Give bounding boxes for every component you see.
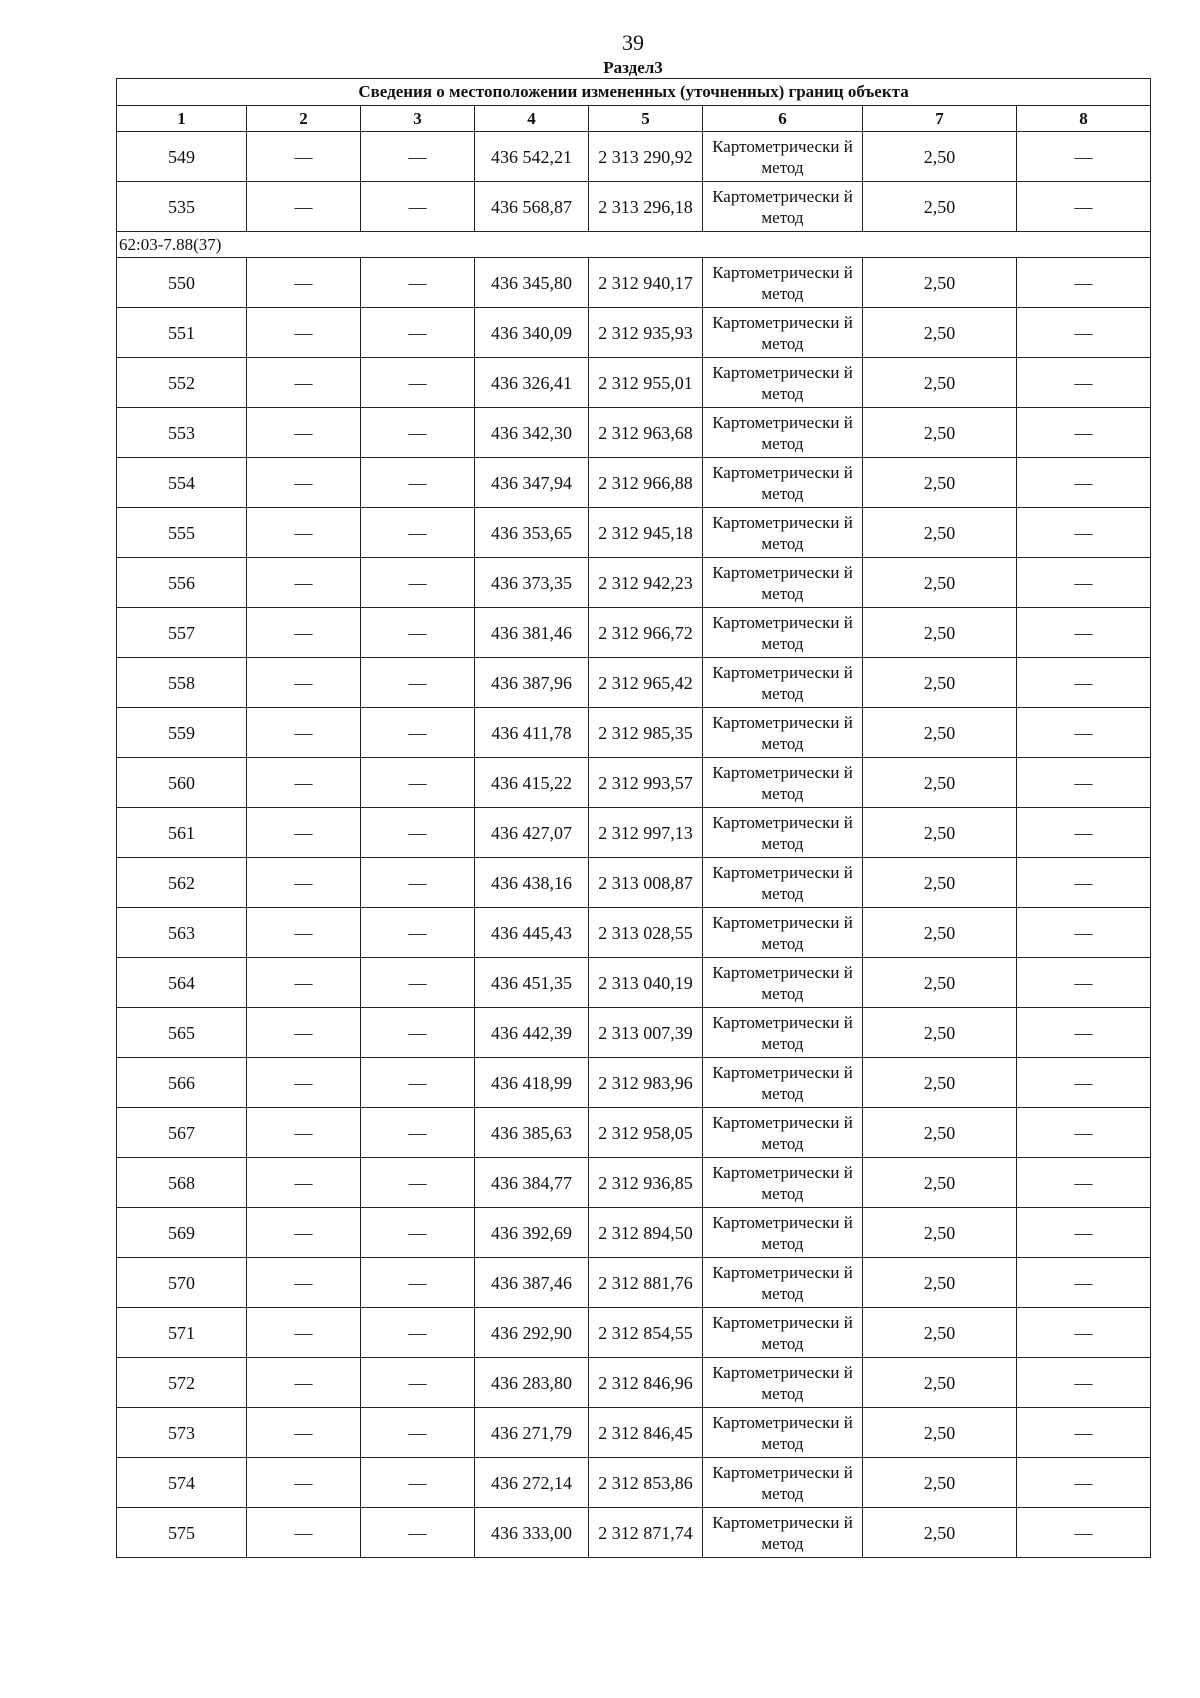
accuracy-cell: 2,50 bbox=[863, 182, 1017, 232]
empty-cell: — bbox=[361, 1308, 475, 1358]
y-coordinate-cell: 2 312 894,50 bbox=[589, 1208, 703, 1258]
x-coordinate-cell: 436 373,35 bbox=[475, 558, 589, 608]
x-coordinate-cell: 436 326,41 bbox=[475, 358, 589, 408]
y-coordinate-cell: 2 312 846,45 bbox=[589, 1408, 703, 1458]
empty-cell: — bbox=[1017, 1258, 1151, 1308]
empty-cell: — bbox=[247, 408, 361, 458]
empty-cell: — bbox=[1017, 1058, 1151, 1108]
table-row bbox=[117, 182, 1151, 232]
x-coordinate-cell: 436 381,46 bbox=[475, 608, 589, 658]
y-coordinate-cell: 2 312 935,93 bbox=[589, 308, 703, 358]
column-number: 5 bbox=[589, 106, 703, 132]
empty-cell: — bbox=[247, 858, 361, 908]
empty-cell: — bbox=[1017, 182, 1151, 232]
point-number-cell: 572 bbox=[117, 1358, 247, 1408]
empty-cell: — bbox=[247, 608, 361, 658]
y-coordinate-cell: 2 313 296,18 bbox=[589, 182, 703, 232]
x-coordinate-cell: 436 385,63 bbox=[475, 1108, 589, 1158]
point-number-cell: 559 bbox=[117, 708, 247, 758]
empty-cell: — bbox=[1017, 758, 1151, 808]
accuracy-cell: 2,50 bbox=[863, 308, 1017, 358]
table-row bbox=[117, 658, 1151, 708]
column-number: 4 bbox=[475, 106, 589, 132]
empty-cell: — bbox=[361, 458, 475, 508]
method-cell: Картометрически й метод bbox=[703, 408, 863, 458]
empty-cell: — bbox=[361, 608, 475, 658]
x-coordinate-cell: 436 415,22 bbox=[475, 758, 589, 808]
accuracy-cell: 2,50 bbox=[863, 508, 1017, 558]
empty-cell: — bbox=[247, 1508, 361, 1558]
accuracy-cell: 2,50 bbox=[863, 908, 1017, 958]
method-cell: Картометрически й метод bbox=[703, 908, 863, 958]
empty-cell: — bbox=[361, 1158, 475, 1208]
point-number-cell: 564 bbox=[117, 958, 247, 1008]
table-row bbox=[117, 1208, 1151, 1258]
y-coordinate-cell: 2 313 028,55 bbox=[589, 908, 703, 958]
y-coordinate-cell: 2 312 854,55 bbox=[589, 1308, 703, 1358]
x-coordinate-cell: 436 345,80 bbox=[475, 258, 589, 308]
y-coordinate-cell: 2 312 846,96 bbox=[589, 1358, 703, 1408]
y-coordinate-cell: 2 312 966,72 bbox=[589, 608, 703, 658]
empty-cell: — bbox=[361, 658, 475, 708]
empty-cell: — bbox=[361, 908, 475, 958]
table-row bbox=[117, 408, 1151, 458]
column-number: 2 bbox=[247, 106, 361, 132]
method-cell: Картометрически й метод bbox=[703, 1158, 863, 1208]
table-row bbox=[117, 258, 1151, 308]
empty-cell: — bbox=[1017, 258, 1151, 308]
column-number: 7 bbox=[863, 106, 1017, 132]
empty-cell: — bbox=[361, 358, 475, 408]
empty-cell: — bbox=[361, 1508, 475, 1558]
empty-cell: — bbox=[1017, 1508, 1151, 1558]
method-cell: Картометрически й метод bbox=[703, 182, 863, 232]
empty-cell: — bbox=[1017, 608, 1151, 658]
empty-cell: — bbox=[1017, 808, 1151, 858]
accuracy-cell: 2,50 bbox=[863, 132, 1017, 182]
method-cell: Картометрически й метод bbox=[703, 1458, 863, 1508]
x-coordinate-cell: 436 292,90 bbox=[475, 1308, 589, 1358]
x-coordinate-cell: 436 442,39 bbox=[475, 1008, 589, 1058]
table-row bbox=[117, 1108, 1151, 1158]
empty-cell: — bbox=[247, 908, 361, 958]
empty-cell: — bbox=[247, 1208, 361, 1258]
method-cell: Картометрически й метод bbox=[703, 758, 863, 808]
x-coordinate-cell: 436 568,87 bbox=[475, 182, 589, 232]
accuracy-cell: 2,50 bbox=[863, 1358, 1017, 1408]
empty-cell: — bbox=[361, 1358, 475, 1408]
accuracy-cell: 2,50 bbox=[863, 958, 1017, 1008]
x-coordinate-cell: 436 353,65 bbox=[475, 508, 589, 558]
empty-cell: — bbox=[1017, 1458, 1151, 1508]
empty-cell: — bbox=[361, 132, 475, 182]
empty-cell: — bbox=[247, 658, 361, 708]
accuracy-cell: 2,50 bbox=[863, 808, 1017, 858]
method-cell: Картометрически й метод bbox=[703, 358, 863, 408]
y-coordinate-cell: 2 312 965,42 bbox=[589, 658, 703, 708]
method-cell: Картометрически й метод bbox=[703, 858, 863, 908]
x-coordinate-cell: 436 387,96 bbox=[475, 658, 589, 708]
method-cell: Картометрически й метод bbox=[703, 1358, 863, 1408]
point-number-cell: 565 bbox=[117, 1008, 247, 1058]
empty-cell: — bbox=[1017, 408, 1151, 458]
empty-cell: — bbox=[361, 508, 475, 558]
empty-cell: — bbox=[247, 1108, 361, 1158]
y-coordinate-cell: 2 313 290,92 bbox=[589, 132, 703, 182]
column-number: 8 bbox=[1017, 106, 1151, 132]
empty-cell: — bbox=[247, 1408, 361, 1458]
table-row bbox=[117, 132, 1151, 182]
column-number: 3 bbox=[361, 106, 475, 132]
point-number-cell: 560 bbox=[117, 758, 247, 808]
empty-cell: — bbox=[1017, 1308, 1151, 1358]
empty-cell: — bbox=[247, 258, 361, 308]
empty-cell: — bbox=[247, 1308, 361, 1358]
accuracy-cell: 2,50 bbox=[863, 1108, 1017, 1158]
empty-cell: — bbox=[247, 358, 361, 408]
empty-cell: — bbox=[247, 708, 361, 758]
point-number-cell: 558 bbox=[117, 658, 247, 708]
x-coordinate-cell: 436 384,77 bbox=[475, 1158, 589, 1208]
table-row bbox=[117, 1458, 1151, 1508]
point-number-cell: 553 bbox=[117, 408, 247, 458]
empty-cell: — bbox=[1017, 1208, 1151, 1258]
table-row bbox=[117, 558, 1151, 608]
empty-cell: — bbox=[1017, 1008, 1151, 1058]
empty-cell: — bbox=[361, 1258, 475, 1308]
empty-cell: — bbox=[361, 258, 475, 308]
accuracy-cell: 2,50 bbox=[863, 1208, 1017, 1258]
point-number-cell: 563 bbox=[117, 908, 247, 958]
table-row bbox=[117, 458, 1151, 508]
method-cell: Картометрически й метод bbox=[703, 1008, 863, 1058]
table-row bbox=[117, 1508, 1151, 1558]
x-coordinate-cell: 436 272,14 bbox=[475, 1458, 589, 1508]
empty-cell: — bbox=[361, 758, 475, 808]
table-row bbox=[117, 708, 1151, 758]
point-number-cell: 569 bbox=[117, 1208, 247, 1258]
table-row bbox=[117, 1358, 1151, 1408]
accuracy-cell: 2,50 bbox=[863, 608, 1017, 658]
y-coordinate-cell: 2 312 993,57 bbox=[589, 758, 703, 808]
x-coordinate-cell: 436 542,21 bbox=[475, 132, 589, 182]
empty-cell: — bbox=[247, 182, 361, 232]
accuracy-cell: 2,50 bbox=[863, 1008, 1017, 1058]
y-coordinate-cell: 2 312 945,18 bbox=[589, 508, 703, 558]
empty-cell: — bbox=[247, 308, 361, 358]
accuracy-cell: 2,50 bbox=[863, 1458, 1017, 1508]
method-cell: Картометрически й метод bbox=[703, 132, 863, 182]
empty-cell: — bbox=[247, 508, 361, 558]
y-coordinate-cell: 2 313 008,87 bbox=[589, 858, 703, 908]
point-number-cell: 551 bbox=[117, 308, 247, 358]
point-number-cell: 561 bbox=[117, 808, 247, 858]
method-cell: Картометрически й метод bbox=[703, 658, 863, 708]
accuracy-cell: 2,50 bbox=[863, 858, 1017, 908]
coordinates-table bbox=[116, 78, 1151, 1558]
method-cell: Картометрически й метод bbox=[703, 808, 863, 858]
y-coordinate-cell: 2 312 942,23 bbox=[589, 558, 703, 608]
empty-cell: — bbox=[1017, 358, 1151, 408]
empty-cell: — bbox=[247, 458, 361, 508]
empty-cell: — bbox=[361, 958, 475, 1008]
x-coordinate-cell: 436 438,16 bbox=[475, 858, 589, 908]
empty-cell: — bbox=[1017, 508, 1151, 558]
empty-cell: — bbox=[1017, 458, 1151, 508]
table-row bbox=[117, 958, 1151, 1008]
accuracy-cell: 2,50 bbox=[863, 558, 1017, 608]
y-coordinate-cell: 2 312 853,86 bbox=[589, 1458, 703, 1508]
method-cell: Картометрически й метод bbox=[703, 1058, 863, 1108]
y-coordinate-cell: 2 312 963,68 bbox=[589, 408, 703, 458]
table-body bbox=[117, 132, 1151, 1558]
empty-cell: — bbox=[247, 1458, 361, 1508]
empty-cell: — bbox=[361, 1008, 475, 1058]
table-row bbox=[117, 1008, 1151, 1058]
table-row bbox=[117, 858, 1151, 908]
x-coordinate-cell: 436 411,78 bbox=[475, 708, 589, 758]
point-number-cell: 570 bbox=[117, 1258, 247, 1308]
point-number-cell: 550 bbox=[117, 258, 247, 308]
group-row bbox=[117, 232, 1151, 258]
y-coordinate-cell: 2 312 997,13 bbox=[589, 808, 703, 858]
method-cell: Картометрически й метод bbox=[703, 558, 863, 608]
method-cell: Картометрически й метод bbox=[703, 958, 863, 1008]
accuracy-cell: 2,50 bbox=[863, 1308, 1017, 1358]
method-cell: Картометрически й метод bbox=[703, 1108, 863, 1158]
empty-cell: — bbox=[1017, 1158, 1151, 1208]
table-row bbox=[117, 1058, 1151, 1108]
point-number-cell: 562 bbox=[117, 858, 247, 908]
point-number-cell: 552 bbox=[117, 358, 247, 408]
x-coordinate-cell: 436 333,00 bbox=[475, 1508, 589, 1558]
x-coordinate-cell: 436 392,69 bbox=[475, 1208, 589, 1258]
point-number-cell: 535 bbox=[117, 182, 247, 232]
point-number-cell: 575 bbox=[117, 1508, 247, 1558]
point-number-cell: 554 bbox=[117, 458, 247, 508]
y-coordinate-cell: 2 313 040,19 bbox=[589, 958, 703, 1008]
table-row bbox=[117, 1158, 1151, 1208]
point-number-cell: 555 bbox=[117, 508, 247, 558]
method-cell: Картометрически й метод bbox=[703, 1258, 863, 1308]
point-number-cell: 567 bbox=[117, 1108, 247, 1158]
table-row bbox=[117, 608, 1151, 658]
method-cell: Картометрически й метод bbox=[703, 258, 863, 308]
x-coordinate-cell: 436 347,94 bbox=[475, 458, 589, 508]
point-number-cell: 566 bbox=[117, 1058, 247, 1108]
empty-cell: — bbox=[1017, 658, 1151, 708]
point-number-cell: 573 bbox=[117, 1408, 247, 1458]
accuracy-cell: 2,50 bbox=[863, 708, 1017, 758]
method-cell: Картометрически й метод bbox=[703, 708, 863, 758]
empty-cell: — bbox=[1017, 1358, 1151, 1408]
accuracy-cell: 2,50 bbox=[863, 1058, 1017, 1108]
y-coordinate-cell: 2 312 958,05 bbox=[589, 1108, 703, 1158]
y-coordinate-cell: 2 312 955,01 bbox=[589, 358, 703, 408]
method-cell: Картометрически й метод bbox=[703, 308, 863, 358]
accuracy-cell: 2,50 bbox=[863, 1508, 1017, 1558]
x-coordinate-cell: 436 271,79 bbox=[475, 1408, 589, 1458]
accuracy-cell: 2,50 bbox=[863, 1408, 1017, 1458]
accuracy-cell: 2,50 bbox=[863, 408, 1017, 458]
x-coordinate-cell: 436 451,35 bbox=[475, 958, 589, 1008]
empty-cell: — bbox=[361, 708, 475, 758]
empty-cell: — bbox=[361, 858, 475, 908]
y-coordinate-cell: 2 312 936,85 bbox=[589, 1158, 703, 1208]
empty-cell: — bbox=[361, 408, 475, 458]
empty-cell: — bbox=[361, 308, 475, 358]
table-row bbox=[117, 758, 1151, 808]
accuracy-cell: 2,50 bbox=[863, 758, 1017, 808]
table-row bbox=[117, 508, 1151, 558]
group-label: 62:03-7.88(37) bbox=[117, 232, 1151, 258]
empty-cell: — bbox=[1017, 908, 1151, 958]
empty-cell: — bbox=[247, 1158, 361, 1208]
accuracy-cell: 2,50 bbox=[863, 658, 1017, 708]
column-number: 6 bbox=[703, 106, 863, 132]
table-row bbox=[117, 1258, 1151, 1308]
empty-cell: — bbox=[247, 132, 361, 182]
empty-cell: — bbox=[247, 1058, 361, 1108]
y-coordinate-cell: 2 312 871,74 bbox=[589, 1508, 703, 1558]
point-number-cell: 549 bbox=[117, 132, 247, 182]
point-number-cell: 557 bbox=[117, 608, 247, 658]
accuracy-cell: 2,50 bbox=[863, 258, 1017, 308]
method-cell: Картометрически й метод bbox=[703, 508, 863, 558]
x-coordinate-cell: 436 418,99 bbox=[475, 1058, 589, 1108]
method-cell: Картометрически й метод bbox=[703, 1208, 863, 1258]
column-number: 1 bbox=[117, 106, 247, 132]
empty-cell: — bbox=[361, 808, 475, 858]
method-cell: Картометрически й метод bbox=[703, 1308, 863, 1358]
method-cell: Картометрически й метод bbox=[703, 1408, 863, 1458]
empty-cell: — bbox=[247, 1258, 361, 1308]
document-page bbox=[116, 28, 1150, 1558]
y-coordinate-cell: 2 312 881,76 bbox=[589, 1258, 703, 1308]
table-row bbox=[117, 308, 1151, 358]
empty-cell: — bbox=[1017, 958, 1151, 1008]
empty-cell: — bbox=[361, 1108, 475, 1158]
table-row bbox=[117, 1408, 1151, 1458]
point-number-cell: 574 bbox=[117, 1458, 247, 1508]
x-coordinate-cell: 436 342,30 bbox=[475, 408, 589, 458]
x-coordinate-cell: 436 445,43 bbox=[475, 908, 589, 958]
empty-cell: — bbox=[247, 1008, 361, 1058]
table-row bbox=[117, 358, 1151, 408]
table-row bbox=[117, 808, 1151, 858]
empty-cell: — bbox=[247, 808, 361, 858]
table-caption: Сведения о местоположении измененных (уточненных) границ объекта bbox=[117, 79, 1151, 106]
empty-cell: — bbox=[1017, 308, 1151, 358]
empty-cell: — bbox=[247, 958, 361, 1008]
y-coordinate-cell: 2 312 966,88 bbox=[589, 458, 703, 508]
empty-cell: — bbox=[247, 558, 361, 608]
accuracy-cell: 2,50 bbox=[863, 458, 1017, 508]
empty-cell: — bbox=[361, 1408, 475, 1458]
table-row bbox=[117, 908, 1151, 958]
x-coordinate-cell: 436 283,80 bbox=[475, 1358, 589, 1408]
empty-cell: — bbox=[247, 758, 361, 808]
y-coordinate-cell: 2 312 983,96 bbox=[589, 1058, 703, 1108]
y-coordinate-cell: 2 312 940,17 bbox=[589, 258, 703, 308]
table-row bbox=[117, 1308, 1151, 1358]
x-coordinate-cell: 436 427,07 bbox=[475, 808, 589, 858]
y-coordinate-cell: 2 312 985,35 bbox=[589, 708, 703, 758]
section-title: Раздел3 bbox=[603, 58, 663, 77]
method-cell: Картометрически й метод bbox=[703, 1508, 863, 1558]
accuracy-cell: 2,50 bbox=[863, 358, 1017, 408]
page-number: 39 bbox=[622, 30, 644, 55]
table-caption-row bbox=[117, 79, 1151, 106]
empty-cell: — bbox=[1017, 1408, 1151, 1458]
y-coordinate-cell: 2 313 007,39 bbox=[589, 1008, 703, 1058]
point-number-cell: 571 bbox=[117, 1308, 247, 1358]
empty-cell: — bbox=[247, 1358, 361, 1408]
accuracy-cell: 2,50 bbox=[863, 1158, 1017, 1208]
empty-cell: — bbox=[1017, 558, 1151, 608]
empty-cell: — bbox=[361, 558, 475, 608]
x-coordinate-cell: 436 340,09 bbox=[475, 308, 589, 358]
method-cell: Картометрически й метод bbox=[703, 458, 863, 508]
empty-cell: — bbox=[1017, 858, 1151, 908]
empty-cell: — bbox=[1017, 708, 1151, 758]
empty-cell: — bbox=[1017, 132, 1151, 182]
point-number-cell: 568 bbox=[117, 1158, 247, 1208]
point-number-cell: 556 bbox=[117, 558, 247, 608]
accuracy-cell: 2,50 bbox=[863, 1258, 1017, 1308]
empty-cell: — bbox=[361, 1458, 475, 1508]
x-coordinate-cell: 436 387,46 bbox=[475, 1258, 589, 1308]
empty-cell: — bbox=[1017, 1108, 1151, 1158]
method-cell: Картометрически й метод bbox=[703, 608, 863, 658]
empty-cell: — bbox=[361, 1058, 475, 1108]
column-number-row bbox=[117, 106, 1151, 132]
empty-cell: — bbox=[361, 182, 475, 232]
empty-cell: — bbox=[361, 1208, 475, 1258]
